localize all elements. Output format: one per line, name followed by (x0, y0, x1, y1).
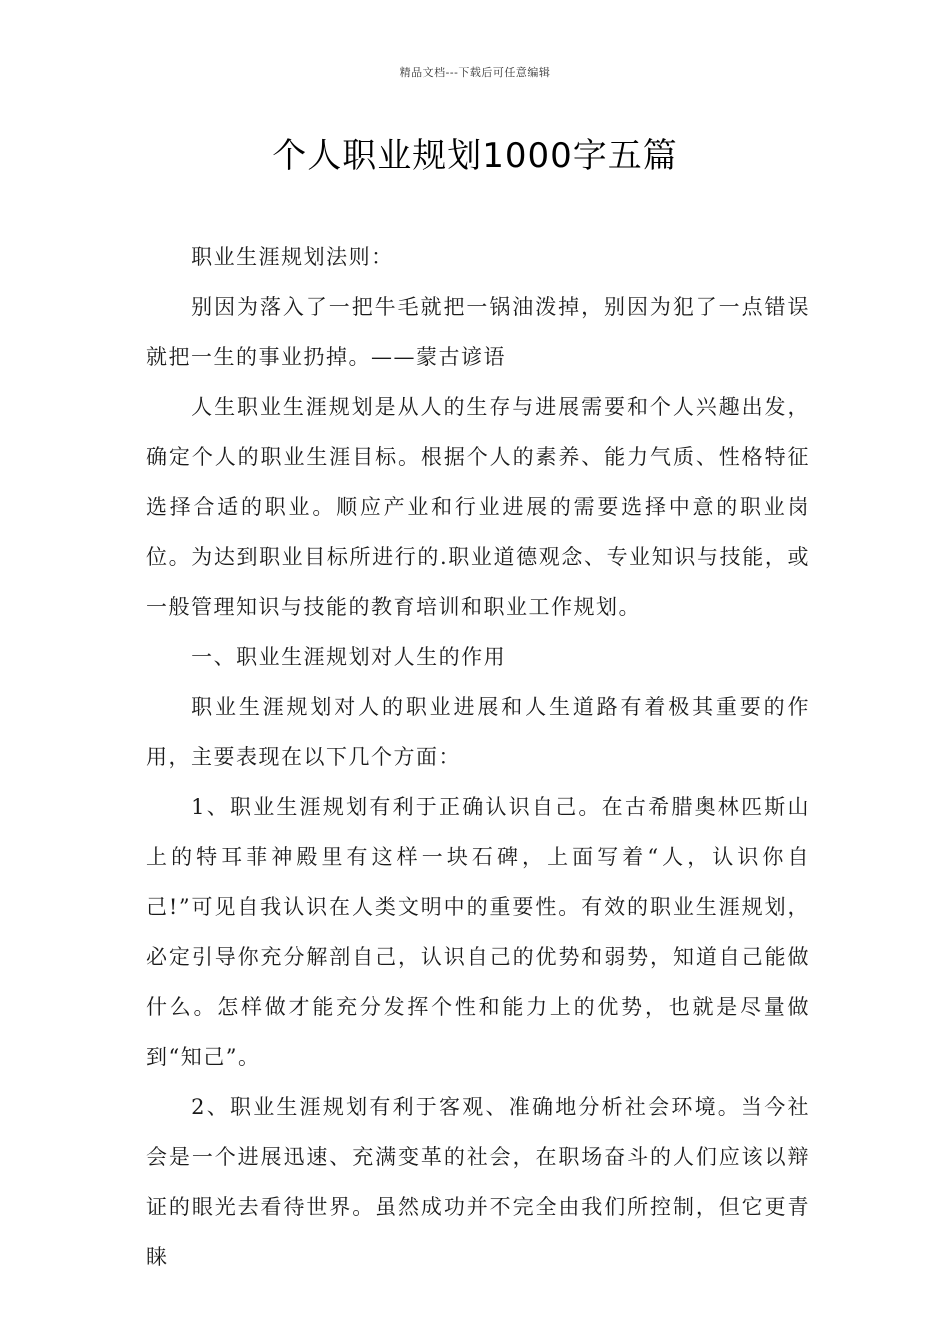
paragraph-definition: 人生职业生涯规划是从人的生存与进展需要和个人兴趣出发，确定个人的职业生涯目标。根据个人的素养、能力气质、性格特征选择合适的职业。顺应产业和行业进展的需要选择中意的职业岗位。为达到职业目标所进行的.职业道德观念、专业知识与技能，或一般管理知识与技能的教育培训和职业工作规划。 (146, 395, 810, 619)
document-body (146, 232, 810, 1282)
header-note: 精品文档---下载后可任意编辑 (399, 66, 551, 79)
paragraph-proverb: 别因为落入了一把牛毛就把一锅油泼掉，别因为犯了一点错误就把一生的事业扔掉。——蒙古谚语 (146, 295, 810, 369)
paragraph-rules-heading: 职业生涯规划法则： (191, 245, 394, 269)
section-heading-role: 一、职业生涯规划对人生的作用 (191, 645, 507, 669)
paragraph-point-2: 2、职业生涯规划有利于客观、准确地分析社会环境。当今社会是一个进展迅速、充满变革的社会，在职场奋斗的人们应该以辩证的眼光去看待世界。虽然成功并不完全由我们所控制，但它更青睐 (146, 1095, 810, 1269)
paragraph-point-1: 1、职业生涯规划有利于正确认识自己。在古希腊奥林匹斯山上的特耳菲神殿里有这样一块石碑，上面写着“人，认识你自己!”可见自我认识在人类文明中的重要性。有效的职业生涯规划，必定引导你充分解剖自己，认识自己的优势和弱势，知道自己能做什么。怎样做才能充分发挥个性和能力上的优势，也就是尽量做到“知己”。 (146, 795, 810, 1069)
paragraph-intro-aspects: 职业生涯规划对人的职业进展和人生道路有着极其重要的作用，主要表现在以下几个方面： (146, 695, 810, 769)
document-title: 个人职业规划1000字五篇 (272, 136, 678, 176)
